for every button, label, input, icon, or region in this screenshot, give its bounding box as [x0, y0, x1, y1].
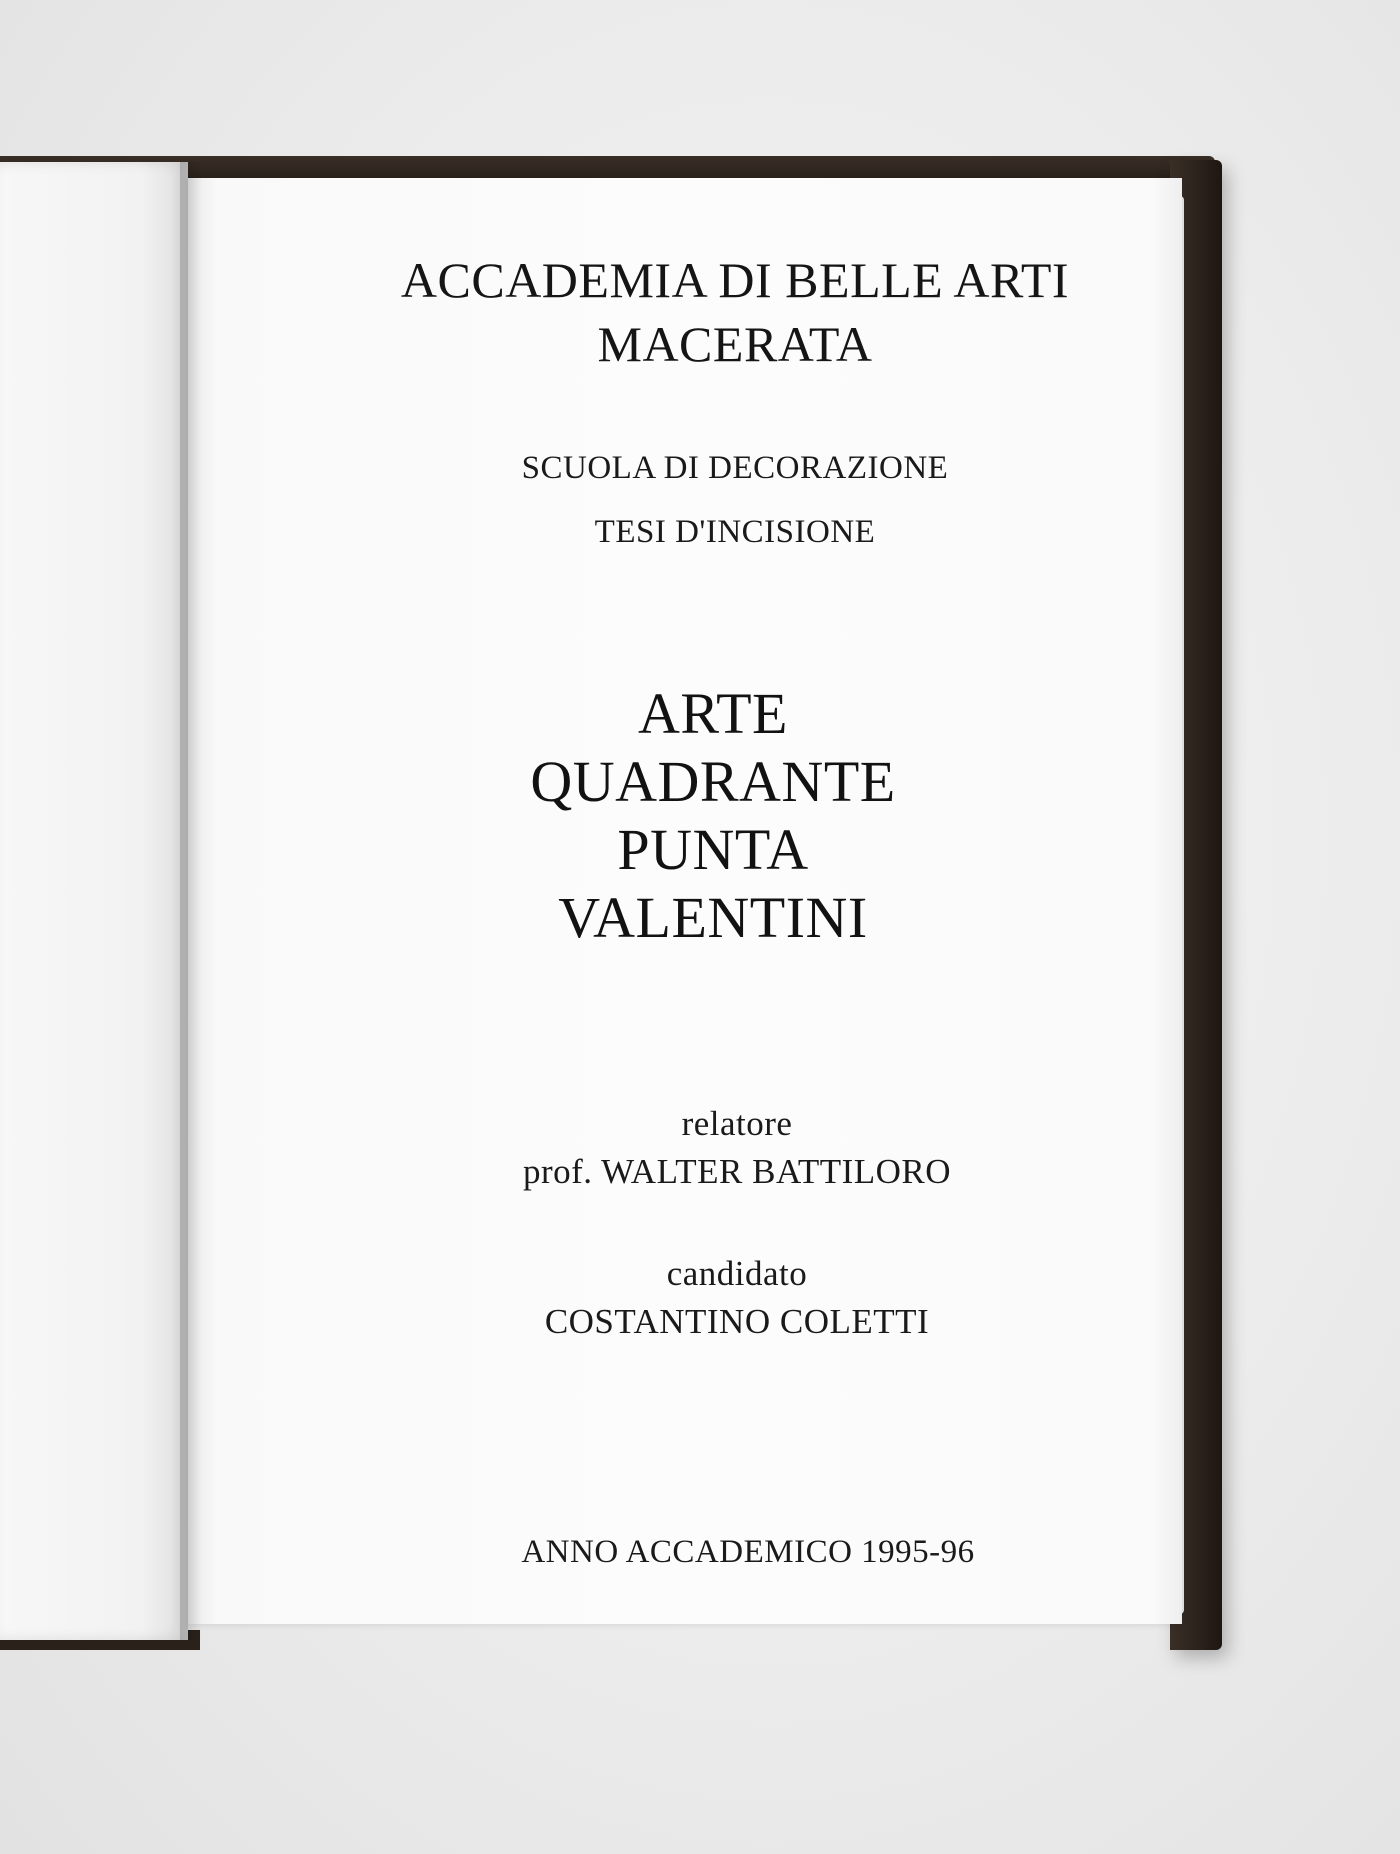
academic-year-block [188, 1528, 1308, 1576]
candidate-label: candidato [666, 1254, 808, 1293]
candidate-name: COSTANTINO COLETTI [544, 1302, 930, 1341]
credits-block [188, 1100, 1286, 1346]
thesis-type: TESI D'INCISIONE [594, 514, 876, 550]
institution-name: ACCADEMIA DI BELLE ARTI [400, 252, 1070, 308]
left-page [0, 162, 188, 1640]
school-name: SCUOLA DI DECORAZIONE [521, 450, 949, 486]
institution-heading [188, 248, 1282, 376]
academic-year: ANNO ACCADEMICO 1995-96 [521, 1534, 975, 1570]
thesis-title-line: QUADRANTE [530, 749, 896, 814]
advisor-label: relatore [681, 1104, 793, 1143]
school-heading [188, 436, 1282, 564]
thesis-title-line: PUNTA [617, 817, 809, 882]
thesis-title-line: VALENTINI [558, 885, 868, 950]
thesis-title [188, 680, 1238, 952]
advisor-name: prof. WALTER BATTILORO [522, 1152, 952, 1191]
institution-city: MACERATA [597, 316, 873, 372]
thesis-title-line: ARTE [638, 681, 788, 746]
